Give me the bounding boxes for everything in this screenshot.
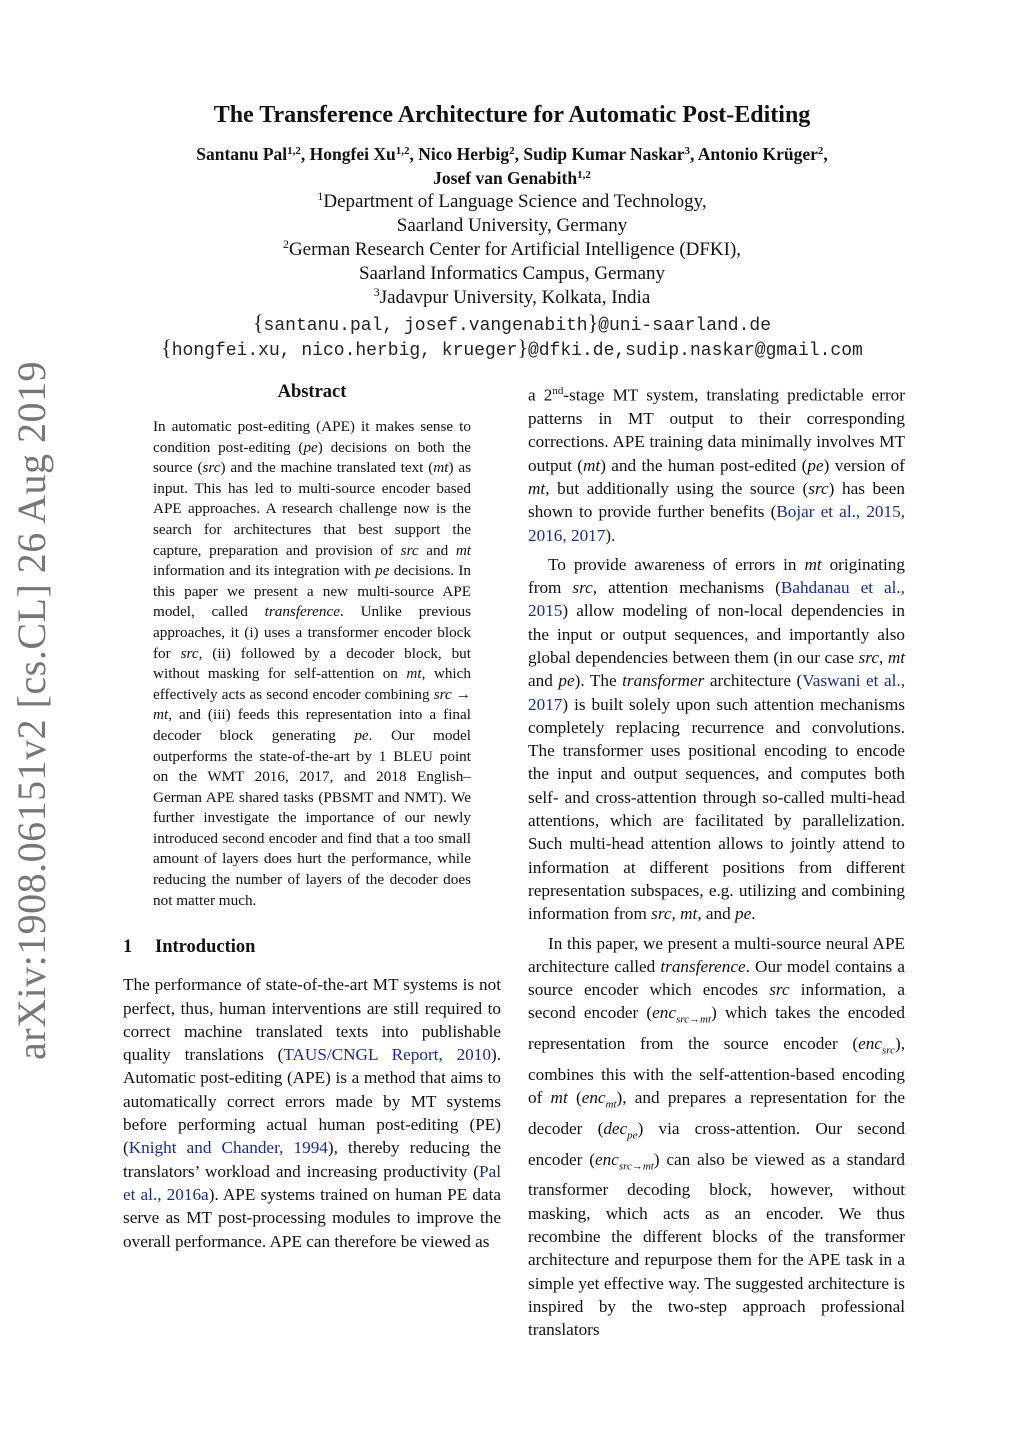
author-sup: 2 (817, 145, 824, 157)
affil-sup: 3 (373, 285, 380, 299)
author-sup: 1,2 (577, 169, 591, 181)
email-domain: @uni-saarland.de (598, 316, 771, 336)
affiliation-2-line2: Saarland Informatics Campus, Germany (358, 263, 666, 284)
affil-text: Jadavpur University, Kolkata, India (379, 287, 651, 308)
affiliation-1 (0, 190, 1024, 214)
abstract-text: In automatic post-editing (APE) it makes sense to condition post-editing (pe) decisions on both the source (src) and the machine translated text (mt) as input. This has led to multi-source encoder based APE approaches. A research challenge now is the search for architectures that best support the capture, preparation and provision of src and mt information and its integration with pe decisions. In this paper we present a new multi-source APE model, called transference. Unlike previous approaches, it (i) uses a transformer encoder block for src, (ii) followed by a decoder block, but without masking for self-attention on mt, which effectively acts as second encoder combining src → mt, and (iii) feeds this representation into a final decoder block generating pe. Our model outperforms the state-of-the-art by 1 BLEU point on the WMT 2016, 2017, and 2018 English–German APE shared tasks (PBSMT and NMT). We further investigate the importance of our newly introduced second encoder and find that a too small amount of layers does hurt the performance, while reducing the number of layers of the decoder does not matter much. (153, 418, 472, 909)
left-column (123, 380, 501, 1253)
email-extra: sudip.naskar@gmail.com (625, 341, 863, 361)
intro-paragraph: a 2nd-stage MT system, translating predictable error patterns in MT output to their corresponding corrections. APE training data minimally involves MT output (mt) and the human post-edited (pe) version of mt, but additionally using the source (src) has been shown to provide further benefits (Bojar et al., 2015, 2016, 2017). (528, 385, 905, 545)
email-names: hongfei.xu, nico.herbig, krueger (171, 341, 518, 361)
affil-sup: 2 (282, 237, 289, 251)
section-heading (123, 937, 501, 958)
author-sup: 1,2 (395, 145, 410, 157)
affil-text: Department of Language Science and Technology, (323, 191, 707, 212)
paper-title: The Transference Architecture for Automatic Post-Editing (213, 102, 811, 128)
citation-link[interactable]: Vaswani et al., 2017 (528, 671, 905, 714)
citation-link[interactable]: Pal et al., 2016a (123, 1161, 501, 1204)
author-name: Hongfei Xu (309, 144, 396, 164)
citation-link[interactable]: Knight and Chander, 1994 (128, 1138, 328, 1158)
author-list: Santanu Pal$^{1,2}$, Hongfei Xu$^{1,2}$, Nico Herbig$^2$, Sudip Kumar Naskar$^3$, Antonio Krüger$^2$, Josef van Genabith$^{1,2}$ (196, 144, 828, 188)
citation-link[interactable]: TAUS/CNGL Report, 2010 (283, 1045, 491, 1065)
section-number: 1 (123, 937, 133, 958)
email-line-2: {hongfei.xu, nico.herbig, krueger}@dfki.de,sudip.naskar@gmail.com (161, 335, 863, 361)
intro-paragraph: To provide awareness of errors in mt originating from src, attention mechanisms (Bahdanau et al., 2015) allow modeling of non-local dependencies in the input or output sequences, and importantly also global dependencies between them (in our case src, mt and pe). The transformer architecture (Vaswani et al., 2017) is built solely upon such attention mechanisms completely replacing recurrence and convolutions. The transformer uses positional encoding to encode the input and output sequences, and computes both self- and cross-attention through so-called multi-head attentions, which are facilitated by parallelization. Such multi-head attention allows to jointly attend to information at different positions from different representation subspaces, e.g. utilizing and combining information from src, mt, and pe. (528, 554, 906, 924)
email-line-1: {santanu.pal, josef.vangenabith}@uni-saarland.de (252, 310, 771, 336)
author-name: Sudip Kumar Naskar (523, 144, 685, 164)
author-sup: 2 (509, 145, 515, 157)
author-name: Josef van Genabith (433, 168, 578, 188)
citation-link[interactable]: Bahdanau et al., 2015 (528, 578, 905, 621)
author-name: Santanu Pal (196, 144, 288, 164)
section-title: Introduction (155, 937, 256, 958)
author-sup: 3 (684, 145, 690, 157)
affil-text: German Research Center for Artificial Intelligence (DFKI), (288, 239, 742, 260)
author-sup: 1,2 (287, 145, 301, 157)
affil-sup: 1 (317, 189, 324, 203)
citation-link[interactable]: Bojar et al., 2015, 2016, 2017 (528, 502, 905, 545)
email-names: santanu.pal, josef.vangenabith (263, 316, 588, 336)
author-name: Nico Herbig (418, 144, 510, 164)
affiliation-2 (0, 238, 1024, 262)
intro-paragraph: In this paper, we present a multi-source neural APE architecture called transference. Our model contains a source encoder which encodes src information, a second encoder (enc$_{src\to mt}$) which takes the encoded representation from the source encoder (enc$_{src}$), combines this with the self-attention-based encoding of mt (enc$_{mt}$), and prepares a representation for the decoder (dec$_{pe}$) via cross-attention. Our second encoder (enc$_{src\to mt}$) can also be viewed as a standard transformer decoding block, however, without masking, which acts as an encoder. We thus recombine the different blocks of the transformer architecture and repurpose them for the APE task in a simple yet effective way. The suggested architecture is inspired by the two-step approach professional translators (528, 933, 905, 1340)
affiliation-3 (0, 286, 1024, 310)
arxiv-identifier: arXiv:1908.06151v2 [cs.CL] 26 Aug 2019 (9, 361, 54, 1060)
abstract-heading: Abstract (277, 382, 347, 402)
right-column (528, 380, 905, 1342)
author-name: Antonio Krüger (697, 144, 818, 164)
affiliation-1-line2: Saarland University, Germany (396, 215, 628, 236)
email-domain: @dfki.de, (527, 341, 626, 361)
intro-paragraph: The performance of state-of-the-art MT systems is not perfect, thus, human interventions are still required to correct machine translated texts into publishable quality translations (TAUS/CNGL Report, 2010). Automatic post-editing (APE) is a method that aims to automatically correct errors made by MT systems before performing actual human post-editing (PE) (Knight and Chander, 1994), thereby reducing the translators’ workload and increasing productivity (Pal et al., 2016a). APE systems trained on human PE data serve as MT post-processing modules to improve the overall performance. APE can therefore be viewed as (123, 975, 502, 1251)
